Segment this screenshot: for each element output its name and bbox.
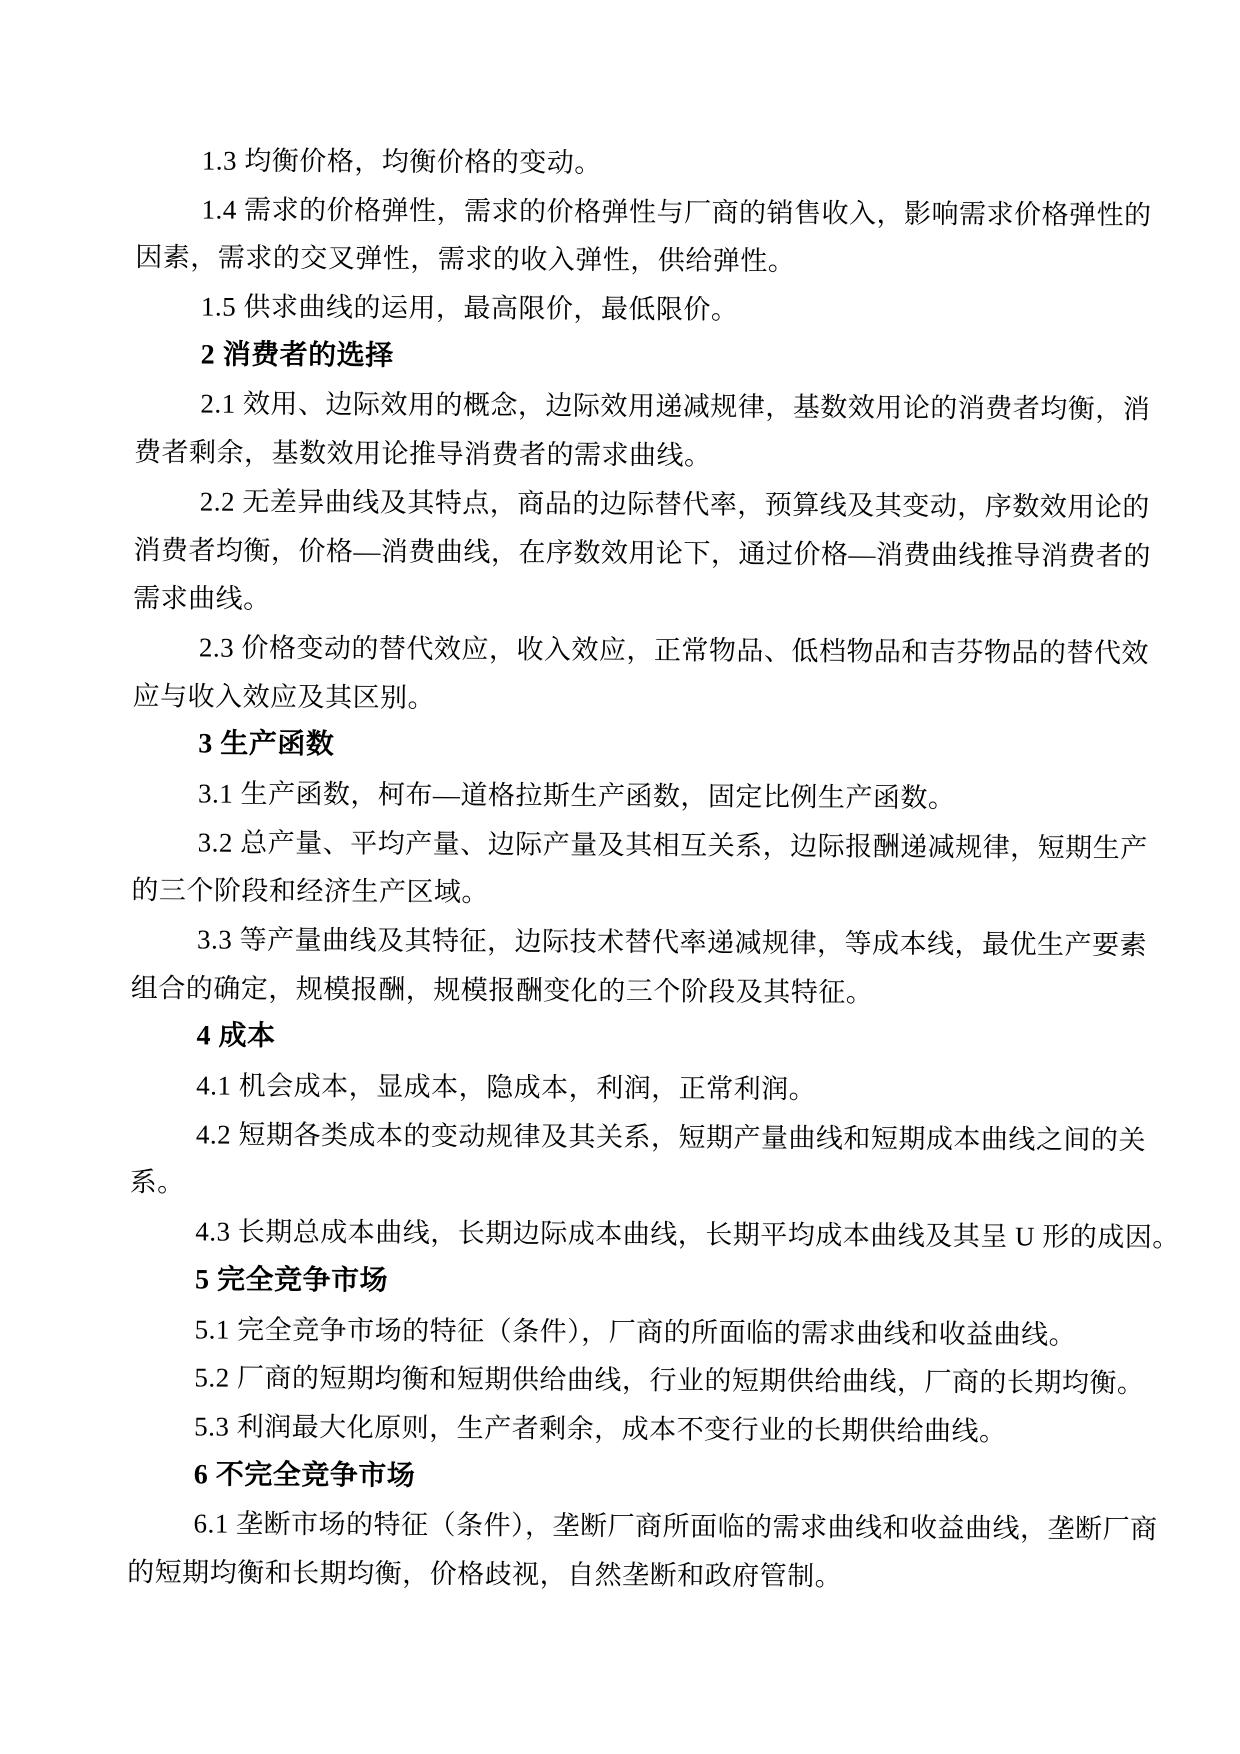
paragraph-line: 1.3 均衡价格，均衡价格的变动。: [201, 145, 602, 178]
paragraph-line: 1.4 需求的价格弹性，需求的价格弹性与厂商的销售收入，影响需求价格弹性的: [201, 194, 1152, 230]
paragraph-line: 6.1 垄断市场的特征（条件），垄断厂商所面临的需求曲线和收益曲线，垄断厂商: [193, 1508, 1158, 1545]
section-heading: 2 消费者的选择: [200, 339, 394, 372]
paragraph-line: 需求曲线。: [133, 583, 271, 615]
paragraph-line: 2.2 无差异曲线及其特点，商品的边际替代率，预算线及其变动，序数效用论的: [199, 486, 1150, 523]
paragraph-line: 3.3 等产量曲线及其特征，边际技术替代率递减规律，等成本线，最优生产要素: [197, 924, 1148, 961]
paragraph-line: 5.1 完全竞争市场的特征（条件），厂商的所面临的需求曲线和收益曲线。: [194, 1313, 1077, 1350]
section-heading: 5 完全竞争市场: [194, 1264, 389, 1297]
section-heading: 4 成本: [196, 1020, 276, 1053]
paragraph-line: 组合的确定，规模报酬，规模报酬变化的三个阶段及其特征。: [130, 972, 874, 1008]
section-heading: 3 生产函数: [198, 728, 335, 761]
paragraph-line: 4.1 机会成本，显成本，隐成本，利润，正常利润。: [196, 1070, 817, 1105]
paragraph-line: 2.3 价格变动的替代效应，收入效应，正常物品、低档物品和吉芬物品的替代效: [198, 632, 1149, 669]
paragraph-line: 应与收入效应及其区别。: [132, 680, 436, 713]
paragraph-line: 5.2 厂商的短期均衡和短期供给曲线，行业的短期供给曲线，厂商的长期均衡。: [194, 1362, 1145, 1399]
paragraph-line: 费者剩余，基数效用论推导消费者的需求曲线。: [133, 437, 712, 471]
paragraph-line: 的短期均衡和长期均衡，价格歧视，自然垄断和政府管制。: [127, 1556, 843, 1592]
paragraph-line: 消费者均衡，价格—消费曲线，在序数效用论下，通过价格—消费曲线推导消费者的: [133, 534, 1152, 571]
document-text-block: [127, 136, 1180, 1603]
paragraph-line: 5.3 利润最大化原则，生产者剩余，成本不变行业的长期供给曲线。: [194, 1411, 1007, 1447]
paragraph-line: 4.3 长期总成本曲线，长期边际成本曲线，长期平均成本曲线及其呈 U 形的成因。: [195, 1216, 1180, 1253]
paragraph-line: 3.2 总产量、平均产量、边际产量及其相互关系，边际报酬递减规律，短期生产: [197, 827, 1148, 863]
paragraph-line: 系。: [129, 1167, 185, 1198]
paragraph-line: 1.5 供求曲线的运用，最高限价，最低限价。: [200, 291, 739, 325]
paragraph-line: 因素，需求的交叉弹性，需求的收入弹性，供给弹性。: [135, 242, 796, 277]
section-heading: 6 不完全竞争市场: [193, 1458, 416, 1492]
paragraph-line: 的三个阶段和经济生产区域。: [131, 875, 489, 908]
paragraph-line: 4.2 短期各类成本的变动规律及其关系，短期产量曲线和短期成本曲线之间的关: [195, 1119, 1146, 1155]
paragraph-line: 3.1 生产函数，柯布—道格拉斯生产函数，固定比例生产函数。: [197, 778, 956, 813]
paragraph-line: 2.1 效用、边际效用的概念，边际效用递减规律，基数效用论的消费者均衡，消: [200, 388, 1151, 425]
